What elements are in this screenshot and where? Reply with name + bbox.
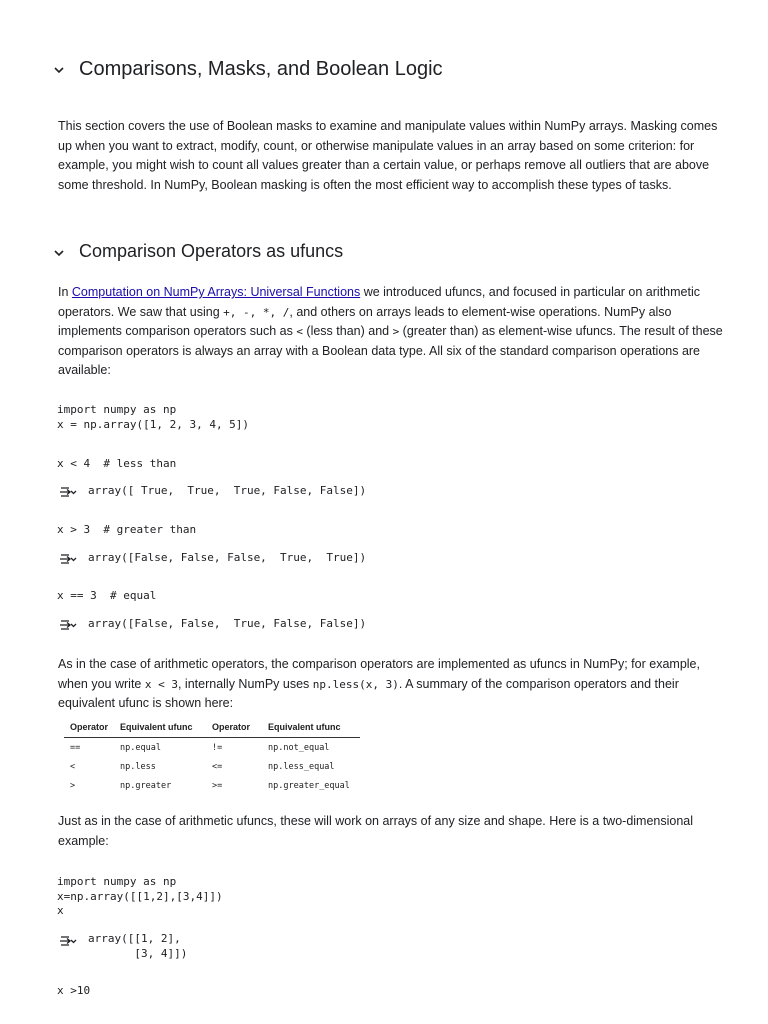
table-header-row [64, 718, 360, 738]
subsection-collapse-toggle[interactable] [52, 246, 66, 265]
subsection-paragraph-1 [58, 283, 730, 381]
column-header: Operator [64, 718, 114, 738]
comparison-operators-table [64, 718, 360, 795]
text: , and others on arrays leads to element-wise operations. NumPy also implements comparison operators such as [58, 304, 672, 338]
inline-code: np.less(x, 3) [312, 677, 399, 691]
column-header: Operator [206, 718, 262, 738]
chevron-down-icon[interactable] [52, 246, 66, 260]
inline-code: < [296, 325, 303, 338]
table-row [64, 757, 360, 776]
text: we introduced ufuncs, and focused in particular on arithmetic operators. We saw that using [58, 285, 700, 319]
text: (less than) and [302, 324, 393, 338]
code-cell[interactable]: x < 4 # less than [57, 457, 177, 470]
code-cell[interactable]: import numpy as np x = np.array([1, 2, 3, 4, 5]) [57, 403, 250, 431]
chevron-down-icon[interactable] [52, 63, 66, 77]
table-cell: == [70, 742, 81, 753]
text: (greater than) as element-wise ufuncs. The result of these comparison operators is always an array with a Boolean data type. All six of the standard comparison operations are available: [58, 324, 723, 377]
section-intro: This section covers the use of Boolean masks to examine and manipulate values within NumPy arrays. Masking comes up when you want to extract, modify, count, or otherwise manipulate values in an array based on some criterion: for example, you might wish to count all values greater than a certain value, or perhaps remove all outliers that are above some threshold. In NumPy, Boolean masking is often the most efficient way to accomplish these types of tasks. [58, 119, 718, 192]
table-cell: np.equal [120, 742, 161, 753]
inline-code: x < 3 [144, 677, 178, 691]
table-cell: != [212, 742, 223, 753]
subsection-paragraph-2 [58, 655, 730, 714]
code-cell[interactable]: x > 3 # greater than [57, 523, 197, 536]
table-cell: np.greater_equal [268, 780, 350, 791]
column-header: Equivalent ufunc [114, 718, 206, 738]
table-row [64, 738, 360, 758]
section-title: Comparisons, Masks, and Boolean Logic [79, 58, 443, 80]
output-toggle-icon[interactable] [59, 552, 77, 566]
code-cell[interactable]: x >10 [57, 984, 91, 997]
cell-output: array([[1, 2], [3, 4]]) [88, 932, 188, 960]
subsection-title: Comparison Operators as ufuncs [79, 241, 344, 261]
table-cell: np.greater [120, 780, 172, 791]
cell-output: array([False, False, False, True, True]) [88, 551, 367, 564]
text: . A summary of the comparison operators and their equivalent ufunc is shown here: [58, 676, 679, 710]
cell-output: array([ True, True, True, False, False]) [88, 484, 367, 497]
output-toggle-icon[interactable] [59, 485, 77, 499]
inline-code: +, -, *, / [223, 305, 290, 319]
code-cell[interactable]: x == 3 # equal [57, 589, 157, 602]
table-cell: <= [212, 761, 223, 772]
table-cell: > [70, 780, 76, 791]
inline-code: > [392, 325, 400, 338]
output-toggle-icon[interactable] [59, 934, 77, 948]
table-cell: np.not_equal [268, 742, 330, 753]
table-cell: >= [212, 780, 223, 791]
ufuncs-link[interactable]: Computation on NumPy Arrays: Universal Functions [71, 285, 361, 299]
text: As in the case of arithmetic operators, the comparison operators are implemented as ufuncs in NumPy; for example, when you write [58, 657, 700, 691]
table-cell: np.less [120, 761, 156, 772]
table-cell: np.less_equal [268, 761, 335, 772]
column-header: Equivalent ufunc [262, 718, 360, 738]
table-row [64, 776, 360, 795]
subsection-paragraph-3: Just as in the case of arithmetic ufuncs, these will work on arrays of any size and shape. Here is a two-dimensional example: [58, 814, 694, 848]
text: In [58, 285, 72, 299]
text: , internally NumPy uses [177, 676, 313, 691]
output-toggle-icon[interactable] [59, 618, 77, 632]
cell-output: array([False, False, True, False, False]) [88, 617, 367, 630]
code-cell[interactable]: import numpy as np x=np.array([[1,2],[3,4]]) x [57, 875, 223, 917]
section-collapse-toggle[interactable] [52, 63, 66, 82]
table-cell: < [70, 761, 76, 772]
